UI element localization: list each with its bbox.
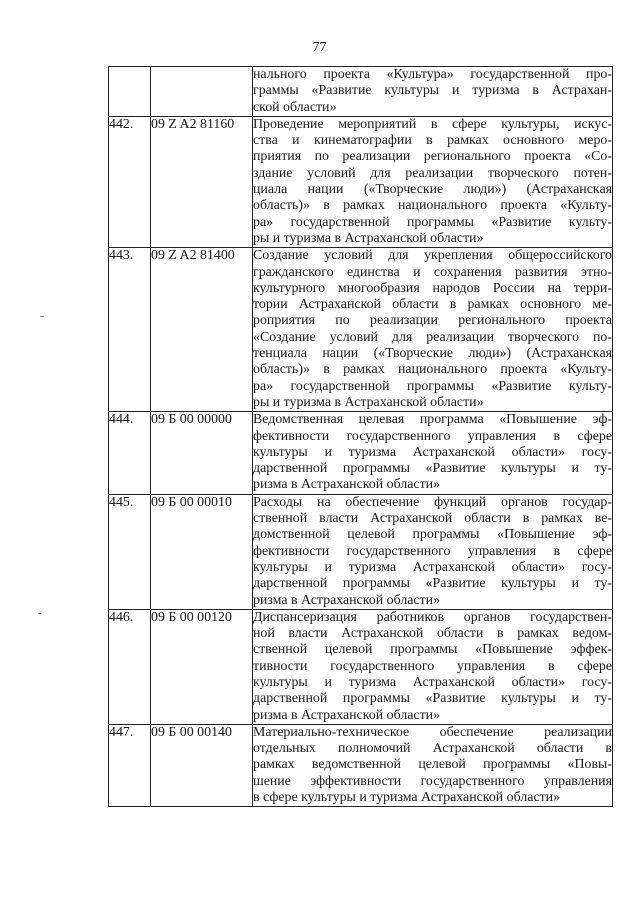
description-line: Расходы на обеспечение функций органов государ- [253, 494, 612, 510]
description-line: нального проекта «Культура» государственной про- [253, 67, 612, 82]
description-line: ра» государственной программы «Развитие культу- [253, 214, 612, 230]
description-line: ры и туризма в Астраханской области» [253, 230, 484, 246]
table-row [109, 412, 613, 494]
table-row [109, 494, 613, 609]
description-line: ры и туризма в Астраханской области» [253, 394, 484, 410]
description-line: отдельных полномочий Астраханской области в [253, 741, 612, 757]
description-line: в сфере культуры и туризма Астраханской области» [253, 790, 561, 806]
row-number-cell: 445. [109, 494, 151, 609]
description-line: культуры и туризма Астраханской области» госу- [253, 559, 612, 575]
description-line: область)» в рамках национального проекта «Культу- [253, 362, 612, 378]
description-cell [253, 724, 613, 806]
description-line: роприятия по реализации регионального проекта [253, 313, 612, 329]
budget-code-cell: 09 Z A2 81400 [151, 248, 253, 412]
description-line: «Создание условий для реализации творческого по- [253, 329, 612, 345]
description-line: ской области» [253, 99, 337, 115]
description-line: ства и кинематографии в рамках основного меро- [253, 133, 612, 149]
description-line: циала нации («Творческие люди») (Астраханская [253, 182, 612, 198]
description-line: приятия по реализации регионального проекта «Со- [253, 149, 612, 165]
table-row [109, 248, 613, 412]
budget-code-cell: 09 Б 00 00010 [151, 494, 253, 609]
description-cell [253, 412, 613, 494]
description-cell [253, 116, 613, 247]
description-line: рамках ведомственной целевой программы «Повы- [253, 757, 612, 773]
description-line: здание условий для реализации творческого потен- [253, 165, 612, 181]
row-number-cell: 447. [109, 724, 151, 806]
description-line: фективности государственного управления в сфере [253, 428, 612, 444]
description-line: культуры и туризма Астраханской области» госу- [253, 444, 612, 460]
scan-speck [38, 613, 41, 614]
page-number: 77 [312, 40, 327, 55]
description-cell [253, 248, 613, 412]
budget-code-cell: 09 Z A2 81160 [151, 116, 253, 247]
description-line: фективности государственного управления в сфере [253, 543, 612, 559]
description-line: Диспансеризация работников органов государствен- [253, 609, 612, 625]
description-line: гражданского единства и сохранения развития этно- [253, 264, 612, 280]
description-line: граммы «Развитие культуры и туризма в Астрахан- [253, 83, 612, 99]
description-cell [253, 67, 613, 117]
row-number-cell: 446. [109, 609, 151, 724]
description-line: тивности государственного управления в сфере [253, 658, 612, 674]
row-number-cell [109, 67, 151, 117]
row-number-cell: 442. [109, 116, 151, 247]
table-row [109, 116, 613, 247]
description-line: дарственной программы «Развитие культуры и ту- [253, 691, 612, 707]
description-line: ственной власти Астраханской области в рамках ве- [253, 511, 612, 527]
description-line: Создание условий для укрепления общероссийского [253, 248, 612, 264]
description-line: шение эффективности государственного управления [253, 773, 612, 789]
table-row [109, 67, 613, 117]
description-line: культурного многообразия народов России на терри- [253, 280, 612, 296]
scan-speck [40, 316, 44, 317]
description-cell [253, 609, 613, 724]
description-line: тенциала нации («Творческие люди») (Астраханская [253, 346, 612, 362]
description-line: Ведомственная целевая программа «Повышение эф- [253, 412, 612, 428]
description-line: дарственной программы «Развитие культуры и ту- [253, 461, 612, 477]
row-number-cell: 443. [109, 248, 151, 412]
description-line: Материально-техническое обеспечение реализации [253, 724, 612, 740]
budget-code-cell: 09 Б 00 00120 [151, 609, 253, 724]
budget-code-cell: 09 Б 00 00140 [151, 724, 253, 806]
budget-code-cell: 09 Б 00 00000 [151, 412, 253, 494]
description-line: культуры и туризма Астраханской области» госу- [253, 674, 612, 690]
description-line: ризма в Астраханской области» [253, 707, 441, 723]
table-row [109, 724, 613, 806]
budget-code-cell [151, 67, 253, 117]
description-line: Проведение мероприятий в сфере культуры, искус- [253, 116, 612, 132]
description-cell [253, 494, 613, 609]
description-line: домственной целевой программы «Повышение эф- [253, 527, 612, 543]
table-body [109, 67, 613, 807]
description-line: ра» государственной программы «Развитие культу- [253, 378, 612, 394]
description-line: ризма в Астраханской области» [253, 477, 441, 493]
description-line: ственной целевой программы «Повышение эффек- [253, 642, 612, 658]
row-number-cell: 444. [109, 412, 151, 494]
table-row [109, 609, 613, 724]
description-line: тории Астраханской области в рамках основного ме- [253, 297, 612, 313]
description-line: область)» в рамках национального проекта «Культу- [253, 198, 612, 214]
description-line: дарственной программы «Развитие культуры и ту- [253, 576, 612, 592]
budget-code-table [108, 66, 613, 807]
description-line: ризма в Астраханской области» [253, 592, 441, 608]
description-line: ной власти Астраханской области в рамках ведом- [253, 626, 612, 642]
